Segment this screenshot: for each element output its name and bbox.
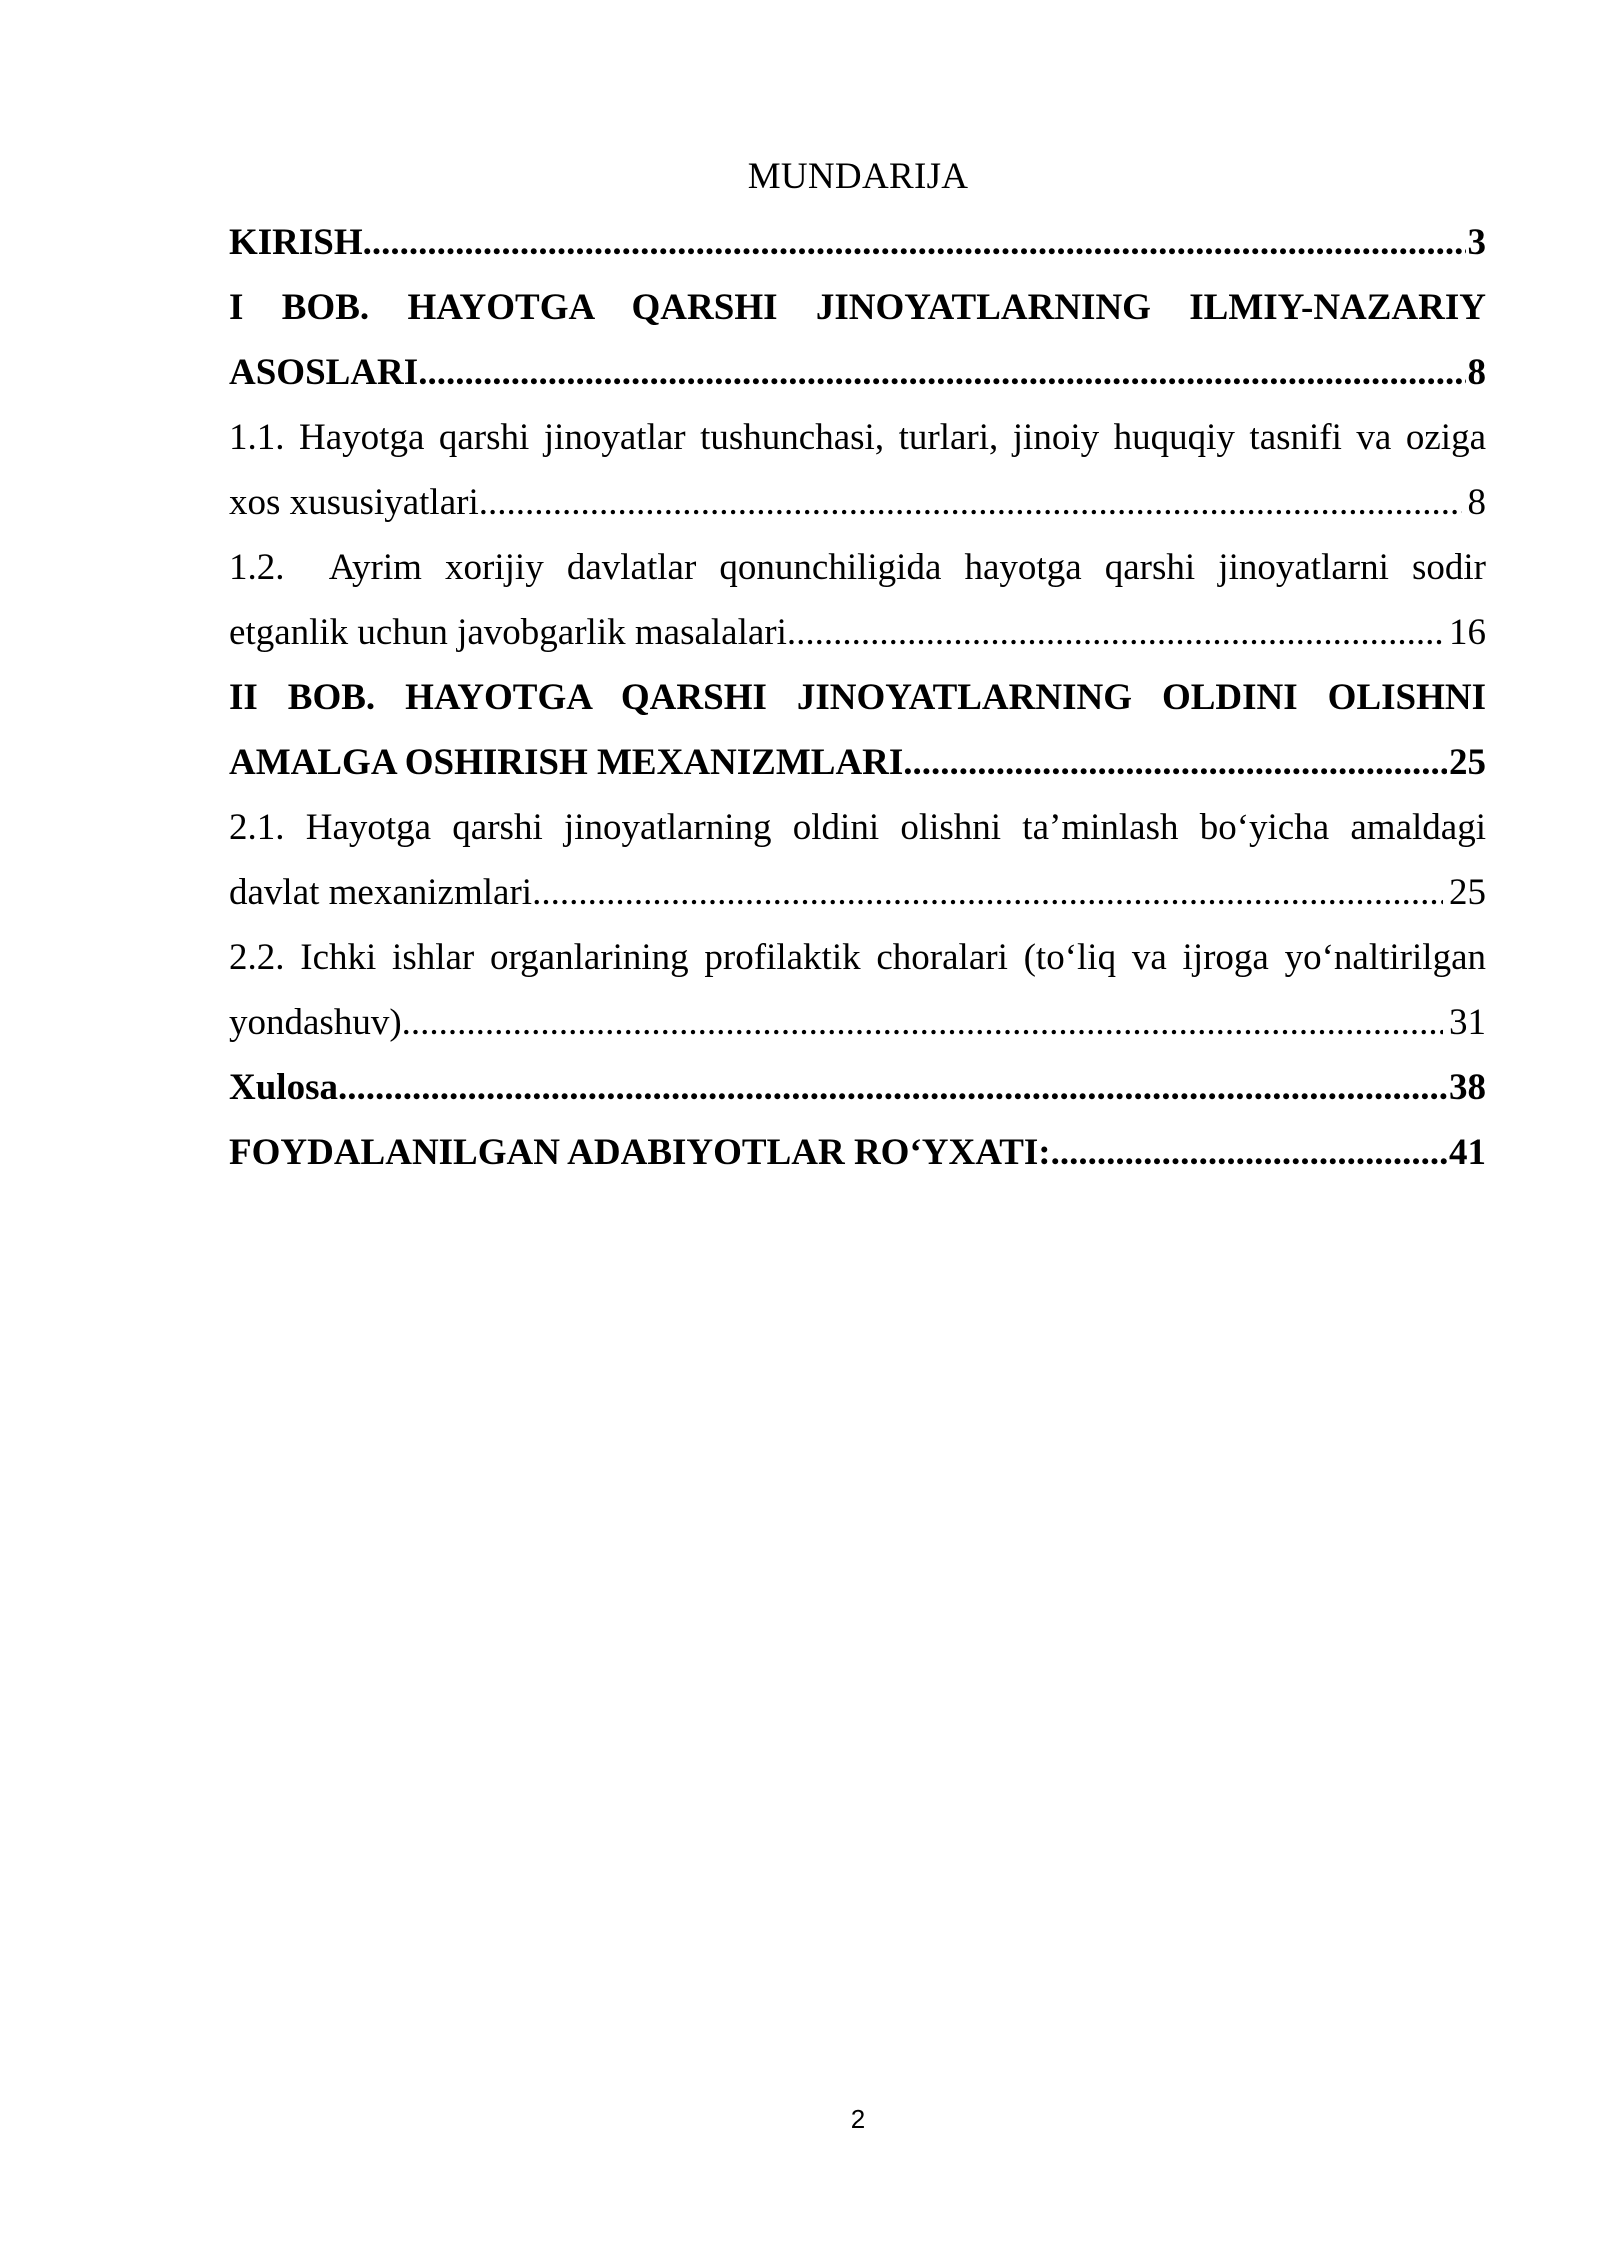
toc-entry-label-continued: xos xususiyatlari [229, 482, 479, 523]
dot-leader [903, 730, 1447, 795]
toc-entry-label: 2.1. Hayotga qarshi jinoyatlarning oldini olishni ta’minlash bo‘yicha amaldagi [229, 807, 1486, 848]
toc-entry-label-continued: yondashuv) [229, 1002, 402, 1043]
toc-entry-label-continued: davlat mexanizmlari [229, 872, 533, 913]
toc-entry-label: FOYDALANILGAN ADABIYOTLAR RO‘YXATI: [229, 1132, 1051, 1173]
dot-leader [418, 340, 1465, 405]
toc-entry-kirish[interactable] [229, 210, 1486, 275]
toc-entry-label: KIRISH [229, 222, 363, 263]
toc-page-number: 41 [1449, 1132, 1486, 1173]
toc-page-number: 38 [1449, 1067, 1486, 1108]
dot-leader [532, 860, 1443, 925]
dot-leader [363, 210, 1466, 275]
page-number: 2 [850, 2104, 866, 2134]
table-of-contents [229, 210, 1486, 1185]
toc-entry-label: 1.2. Ayrim xorijiy davlatlar qonunchiligida hayotga qarshi jinoyatlarni sodir [229, 547, 1486, 588]
dot-leader [1051, 1120, 1447, 1185]
toc-page-number: 25 [1449, 742, 1486, 783]
toc-entry-section-1-1[interactable] [229, 405, 1486, 535]
toc-entry-label-continued: AMALGA OSHIRISH MEXANIZMLARI [229, 742, 904, 783]
toc-entry-label: Xulosa [229, 1067, 338, 1108]
toc-entry-label-continued: etganlik uchun javobgarlik masalalari [229, 612, 787, 653]
toc-entry-label: 1.1. Hayotga qarshi jinoyatlar tushunchasi, turlari, jinoiy huquqiy tasnifi va oziga [229, 417, 1486, 458]
dot-leader [479, 470, 1462, 535]
toc-entry-chapter-2[interactable] [229, 665, 1486, 795]
toc-entry-label: II BOB. HAYOTGA QARSHI JINOYATLARNING OLDINI OLISHNI [229, 677, 1486, 718]
dot-leader [338, 1055, 1447, 1120]
toc-entry-chapter-1[interactable] [229, 275, 1486, 405]
dot-leader [787, 600, 1443, 665]
toc-page-number: 25 [1449, 872, 1486, 913]
toc-entry-label: I BOB. HAYOTGA QARSHI JINOYATLARNING ILMIY-NAZARIY [229, 287, 1486, 328]
toc-entry-xulosa[interactable] [229, 1055, 1486, 1120]
toc-page-number: 8 [1467, 482, 1486, 523]
toc-entry-section-1-2[interactable] [229, 535, 1486, 665]
toc-entry-references[interactable] [229, 1120, 1486, 1185]
toc-entry-label-continued: ASOSLARI [229, 352, 419, 393]
toc-page-number: 3 [1467, 222, 1486, 263]
toc-page-number: 31 [1449, 1002, 1486, 1043]
toc-entry-section-2-2[interactable] [229, 925, 1486, 1055]
toc-page-number: 16 [1449, 612, 1486, 653]
toc-entry-section-2-1[interactable] [229, 795, 1486, 925]
toc-page-number: 8 [1467, 352, 1486, 393]
toc-title: MUNDARIJA [747, 156, 969, 197]
toc-entry-label: 2.2. Ichki ishlar organlarining profilaktik choralari (to‘liq va ijroga yo‘naltirilgan [229, 937, 1486, 978]
dot-leader [402, 990, 1443, 1055]
